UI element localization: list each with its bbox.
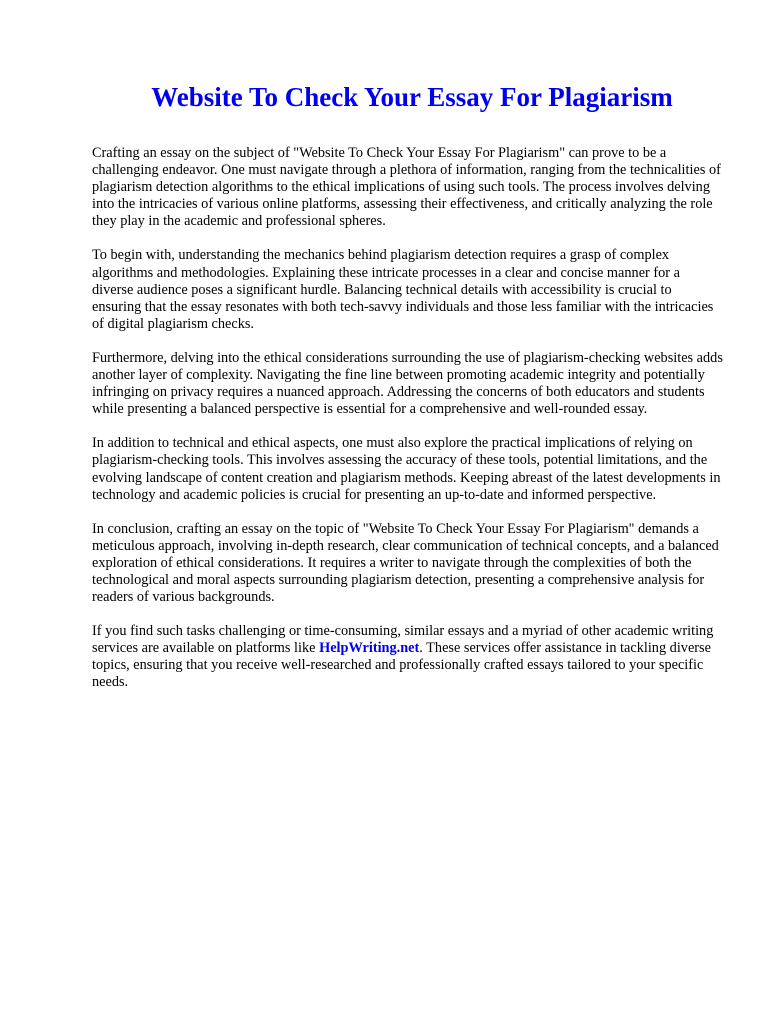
paragraph-services <box>92 623 724 691</box>
services-text-before-link: If you find such tasks challenging or time-consuming, similar essays and a myriad of other academic writing services are available on platforms like <box>92 623 714 657</box>
document-body <box>92 145 724 709</box>
helpwriting-link[interactable]: HelpWriting.net <box>319 640 420 657</box>
services-text-after-link: . These services offer assistance in tackling diverse topics, ensuring that you receive well-researched and professionally crafted essays tailored to your specific needs. <box>92 640 711 691</box>
page-title: Website To Check Your Essay For Plagiarism <box>151 82 673 112</box>
paragraph-intro: Crafting an essay on the subject of "Website To Check Your Essay For Plagiarism" can prove to be a challenging endeavor. One must navigate through a plethora of information, ranging from the technicalities of plagiarism detection algorithms to the ethical implications of using such tools. The process involves delving into the intricacies of various online platforms, assessing their effectiveness, and critically analyzing the role they play in the academic and professional spheres. <box>92 145 721 230</box>
paragraph-conclusion: In conclusion, crafting an essay on the topic of "Website To Check Your Essay For Plagiarism" demands a meticulous approach, involving in-depth research, clear communication of technical concepts, and a balanced exploration of ethical considerations. It requires a writer to navigate through the complexities of both the technological and moral aspects surrounding plagiarism detection, presenting a comprehensive analysis for readers of various backgrounds. <box>92 520 719 606</box>
paragraph-ethics: Furthermore, delving into the ethical considerations surrounding the use of plagiarism-checking websites adds another layer of complexity. Navigating the fine line between promoting academic integrity and potentially infringing on privacy requires a nuanced approach. Addressing the concerns of both educators and students while presenting a balanced perspective is essential for a comprehensive and well-rounded essay. <box>92 349 723 418</box>
paragraph-mechanics: To begin with, understanding the mechanics behind plagiarism detection requires a grasp of complex algorithms and methodologies. Explaining these intricate processes in a clear and concise manner for a diverse audience poses a significant hurdle. Balancing technical details with accessibility is crucial to ensuring that the essay resonates with both tech-savvy individuals and those less familiar with the intricacies of digital plagiarism checks. <box>92 247 714 332</box>
paragraph-practical: In addition to technical and ethical aspects, one must also explore the practical implications of relying on plagiarism-checking tools. This involves assessing the accuracy of these tools, potential limitations, and the evolving landscape of content creation and plagiarism methods. Keeping abreast of the latest developments in technology and academic policies is crucial for presenting an up-to-date and informed perspective. <box>92 435 721 503</box>
